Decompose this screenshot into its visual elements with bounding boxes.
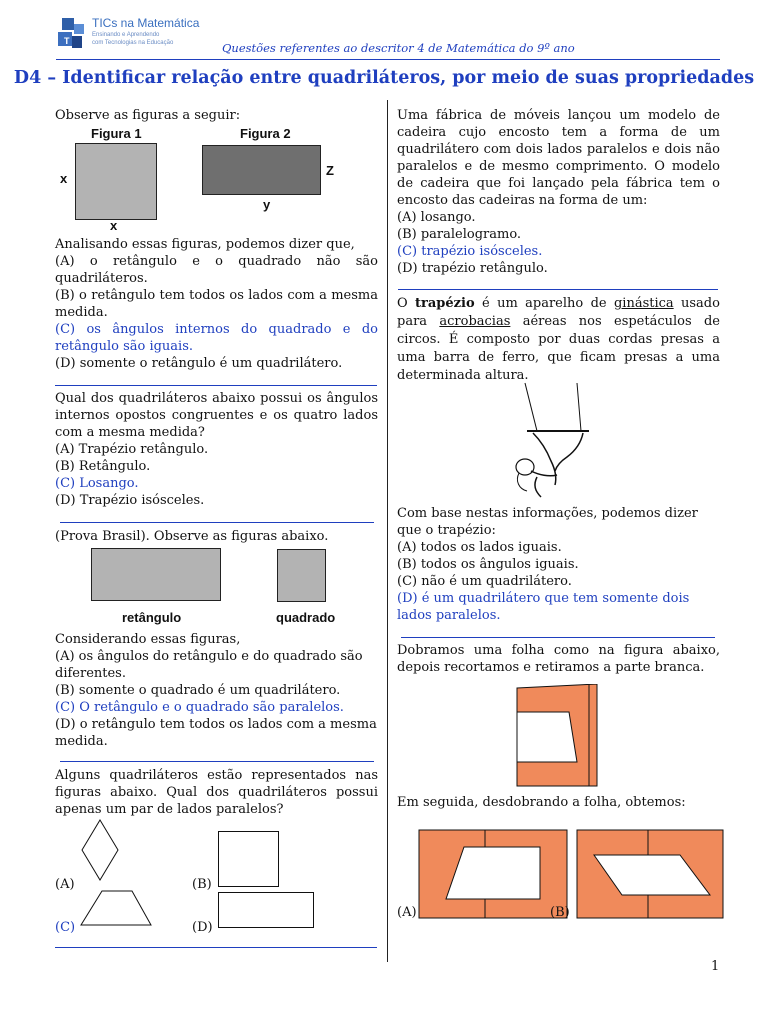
q2-block: [55, 390, 378, 509]
q6-paragraph: [397, 295, 720, 385]
q4-rhombus-shape: [80, 819, 120, 881]
q1-option-b[interactable]: (B) o retângulo tem todos os lados com a mesma medida.: [55, 288, 378, 320]
q3-stem: Considerando essas figuras,: [55, 632, 241, 647]
q1-block: [55, 236, 378, 372]
q2-option-b[interactable]: (B) Retângulo.: [55, 459, 151, 474]
q4-option-a[interactable]: (A): [55, 877, 75, 892]
q3-option-a[interactable]: (A) os ângulos do retângulo e do quadrado são diferentes.: [55, 649, 363, 681]
q6-trapezio: trapézio: [415, 296, 475, 311]
q7-option-a[interactable]: (A): [397, 905, 417, 920]
logo: [56, 14, 206, 54]
logo-tagline-1: Ensinando e Aprendendo: [92, 32, 160, 38]
q1-option-c[interactable]: (C) os ângulos internos do quadrado e do retângulo são iguais.: [55, 322, 378, 354]
q3-square-label: quadrado: [276, 610, 336, 625]
q3-option-b[interactable]: (B) somente o quadrado é um quadrilátero.: [55, 683, 341, 698]
q6-option-d[interactable]: (D) é um quadrilátero que tem somente dois lados paralelos.: [397, 591, 690, 623]
q6-option-b[interactable]: (B) todos os ângulos iguais.: [397, 557, 579, 572]
q1-option-d[interactable]: (D) somente o retângulo é um quadrilátero.: [55, 356, 343, 371]
separator: [55, 385, 377, 386]
q5-option-c[interactable]: (C) trapézio isósceles.: [397, 244, 543, 259]
q4-rectangle-shape: [218, 892, 314, 928]
q5-option-b[interactable]: (B) paralelogramo.: [397, 227, 522, 242]
q2-option-c[interactable]: (C) Losango.: [55, 476, 139, 491]
q6-acrobacias-link[interactable]: acrobacias: [439, 314, 511, 329]
q5-stem: Uma fábrica de móveis lançou um modelo de cadeira cujo encosto tem a forma de um quadrilátero com dois lados paralelos e dois não paralelos e de mesmo comprimento. O modelo de cadeira que foi lançado pela fábrica tem o encosto das cadeiras na forma de um:: [397, 108, 720, 208]
q7-option-a-figure: [418, 829, 568, 919]
q1-label-z: Z: [326, 163, 334, 178]
q7-option-b[interactable]: (B): [550, 905, 570, 920]
logo-title: TICs na Matemática: [92, 16, 200, 30]
q6-text-1: é um aparelho de: [482, 296, 607, 311]
q4-trapezoid-shape: [80, 890, 152, 926]
q6-text-3: aéreas nos espetáculos de circos. É composto por duas cordas presas a uma barra de ferro, que ficam presas a uma determinada altura.: [397, 314, 720, 383]
q4-option-d[interactable]: (D): [192, 920, 213, 935]
q3-square: [277, 549, 326, 602]
q4-stem: Alguns quadriláteros estão representados nas figuras abaixo. Qual dos quadriláteros possui apenas um par de lados paralelos?: [55, 768, 378, 817]
q1-figure1-square: [75, 143, 157, 220]
q6-text-2: usado para: [397, 296, 720, 329]
q6-option-a[interactable]: (A) todos os lados iguais.: [397, 540, 562, 555]
trapeze-artist-illustration: [497, 381, 617, 501]
logo-mark-icon: [56, 16, 90, 52]
q6-block: [397, 505, 720, 624]
q3-block: [55, 631, 378, 750]
separator: [60, 761, 374, 762]
page-title: D4 – Identificar relação entre quadriláteros, por meio de suas propriedades: [13, 68, 755, 88]
q3-rectangle: [91, 548, 221, 601]
q7-option-b-figure: [576, 829, 724, 919]
q6-o: O: [397, 296, 408, 311]
page-number: 1: [711, 959, 720, 974]
separator: [401, 637, 715, 638]
q5-option-d[interactable]: (D) trapézio retângulo.: [397, 261, 548, 276]
q1-option-a[interactable]: (A) o retângulo e o quadrado não são quadriláteros.: [55, 254, 378, 286]
column-divider: [387, 100, 388, 962]
logo-tagline-2: com Tecnologias na Educação: [92, 40, 174, 46]
q7-stem-2: Em seguida, desdobrando a folha, obtemos:: [397, 795, 686, 810]
q3-option-c[interactable]: (C) O retângulo e o quadrado são paralelos.: [55, 700, 344, 715]
q1-stem: Analisando essas figuras, podemos dizer que,: [55, 237, 355, 252]
q1-label-x-bottom: x: [110, 218, 118, 233]
q2-option-a[interactable]: (A) Trapézio retângulo.: [55, 442, 209, 457]
q6-stem: Com base nestas informações, podemos dizer que o trapézio:: [397, 506, 698, 538]
q1-label-y: y: [263, 197, 271, 212]
q4-square-shape: [218, 831, 279, 887]
q6-ginastica-link[interactable]: ginástica: [613, 296, 674, 311]
q5-block: [397, 107, 720, 277]
q3-rect-label: retângulo: [122, 610, 182, 625]
q6-option-c[interactable]: (C) não é um quadrilátero.: [397, 574, 572, 589]
svg-text:T: T: [64, 36, 70, 46]
separator: [55, 947, 377, 948]
q7-stem: Dobramos uma folha como na figura abaixo, depois recortamos e retiramos a parte branca.: [397, 643, 720, 675]
q1-figure2-label: Figura 2: [240, 126, 291, 141]
separator: [60, 522, 374, 523]
q2-stem: Qual dos quadriláteros abaixo possui os ângulos internos opostos congruentes e os quatro lados com a mesma medida?: [55, 391, 378, 440]
separator: [398, 289, 718, 290]
q1-figure1-label: Figura 1: [91, 126, 142, 141]
q3-option-d[interactable]: (D) o retângulo tem todos os lados com a mesma medida.: [55, 717, 377, 749]
q1-label-x-left: x: [60, 171, 68, 186]
header-rule: [56, 59, 720, 60]
q7-folded-sheet-figure: [513, 684, 603, 787]
header-subtitle: Questões referentes ao descritor 4 de Matemática do 9º ano: [222, 41, 575, 55]
q4-option-b[interactable]: (B): [192, 877, 212, 892]
q4-option-c[interactable]: (C): [55, 920, 76, 935]
q3-intro: (Prova Brasil). Observe as figuras abaixo.: [55, 529, 329, 544]
q1-figure2-rectangle: [202, 145, 321, 195]
q2-option-d[interactable]: (D) Trapézio isósceles.: [55, 493, 205, 508]
q1-intro: Observe as figuras a seguir:: [55, 108, 241, 123]
q5-option-a[interactable]: (A) losango.: [397, 210, 476, 225]
